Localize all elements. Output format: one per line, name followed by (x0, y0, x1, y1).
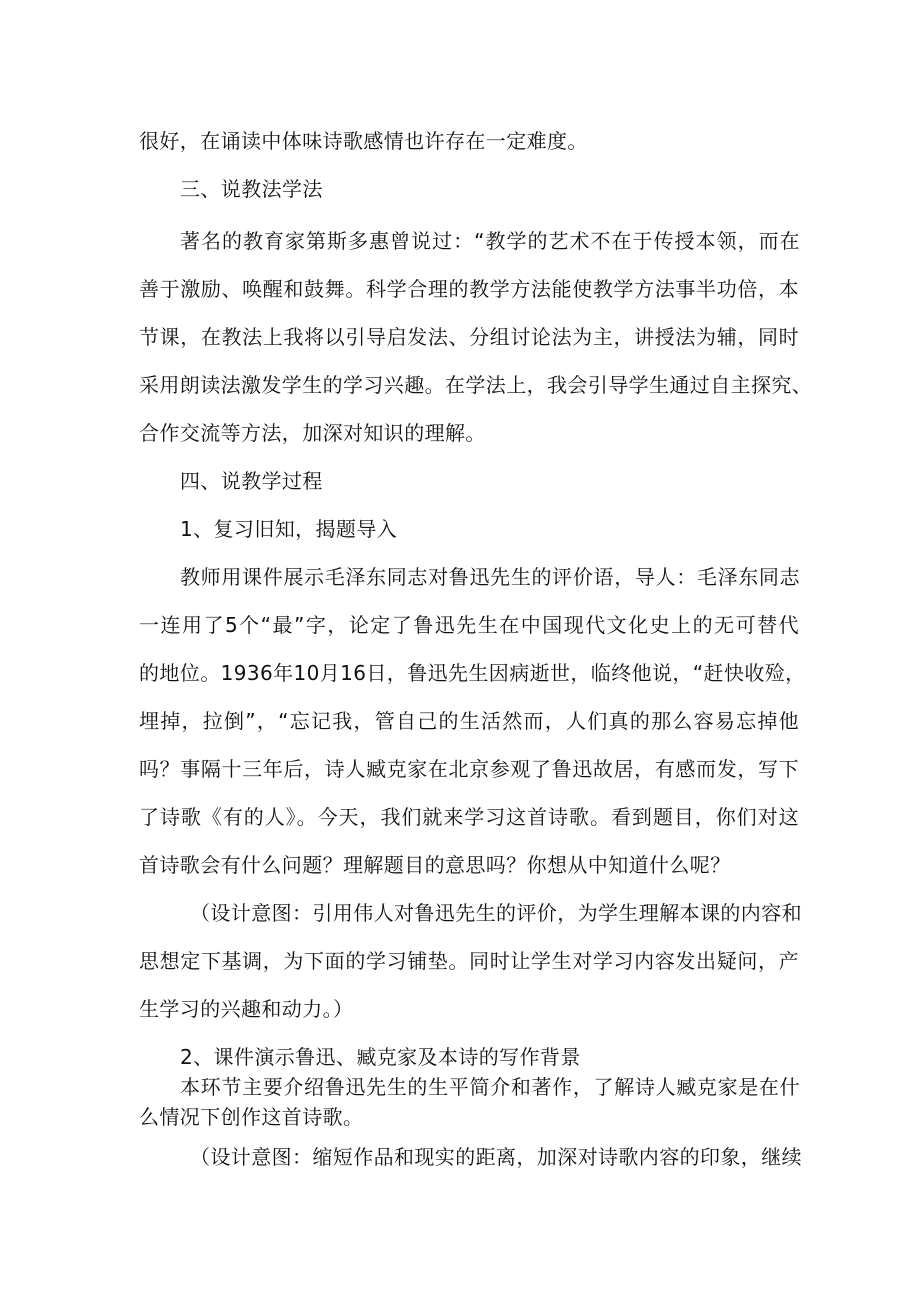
text-line: 节课，在教法上我将以引导启发法、分组讨论法为主，讲授法为辅，同时 (139, 325, 799, 349)
text-line: 本环节主要介绍鲁迅先生的生平简介和著作，了解诗人臧克家是在什 (180, 1075, 800, 1099)
text-line: 首诗歌会有什么问题？理解题目的意思吗？你想从中知道什么呢？ (139, 853, 731, 877)
text-line: 了诗歌《有的人》。今天，我们就来学习这首诗歌。看到题目，你们对这 (139, 805, 799, 829)
text-line: 么情况下创作这首诗歌。 (139, 1105, 364, 1129)
text-line: 教师用课件展示毛泽东同志对鲁迅先生的评价语，导人：毛泽东同志 (180, 565, 800, 589)
subsection-heading: 1、复习旧知，揭题导入 (180, 517, 398, 541)
section-heading: 四、说教学过程 (180, 469, 323, 493)
text-line: 著名的教育家第斯多惠曾说过：“教学的艺术不在于传授本领，而在 (180, 229, 800, 253)
text-line: 埋掉，拉倒”，“忘记我，管自己的生活然而，人们真的那么容易忘掉他 (139, 709, 799, 733)
text-line: 一连用了5个“最”字，论定了鲁迅先生在中国现代文化史上的无可替代 (139, 613, 799, 637)
text-line: （设计意图：引用伟人对鲁迅先生的评价，为学生理解本课的内容和 (190, 901, 802, 925)
text-line: 合作交流等方法，加深对知识的理解。 (139, 421, 486, 445)
text-line: 思想定下基调，为下面的学习铺垫。同时让学生对学习内容发出疑问，产 (139, 949, 799, 973)
text-line: 采用朗读法激发学生的学习兴趣。在学法上，我会引导学生通过自主探究、 (139, 373, 813, 397)
section-heading: 三、说教法学法 (180, 177, 323, 201)
text-line: 生学习的兴趣和动力。） (139, 997, 354, 1021)
text-line: 很好，在诵读中体味诗歌感情也许存在一定难度。 (139, 129, 588, 153)
text-line: 吗？事隔十三年后，诗人臧克家在北京参观了鲁迅故居，有感而发，写下 (139, 757, 799, 781)
text-line: （设计意图：缩短作品和现实的距离，加深对诗歌内容的印象，继续 (190, 1145, 802, 1169)
subsection-heading: 2、课件演示鲁迅、臧克家及本诗的写作背景 (180, 1045, 581, 1069)
text-line: 的地位。1936年10月16日，鲁迅先生因病逝世，临终他说，“赶快收殓， (139, 661, 806, 685)
text-line: 善于激励、唤醒和鼓舞。科学合理的教学方法能使教学方法事半功倍，本 (139, 277, 799, 301)
